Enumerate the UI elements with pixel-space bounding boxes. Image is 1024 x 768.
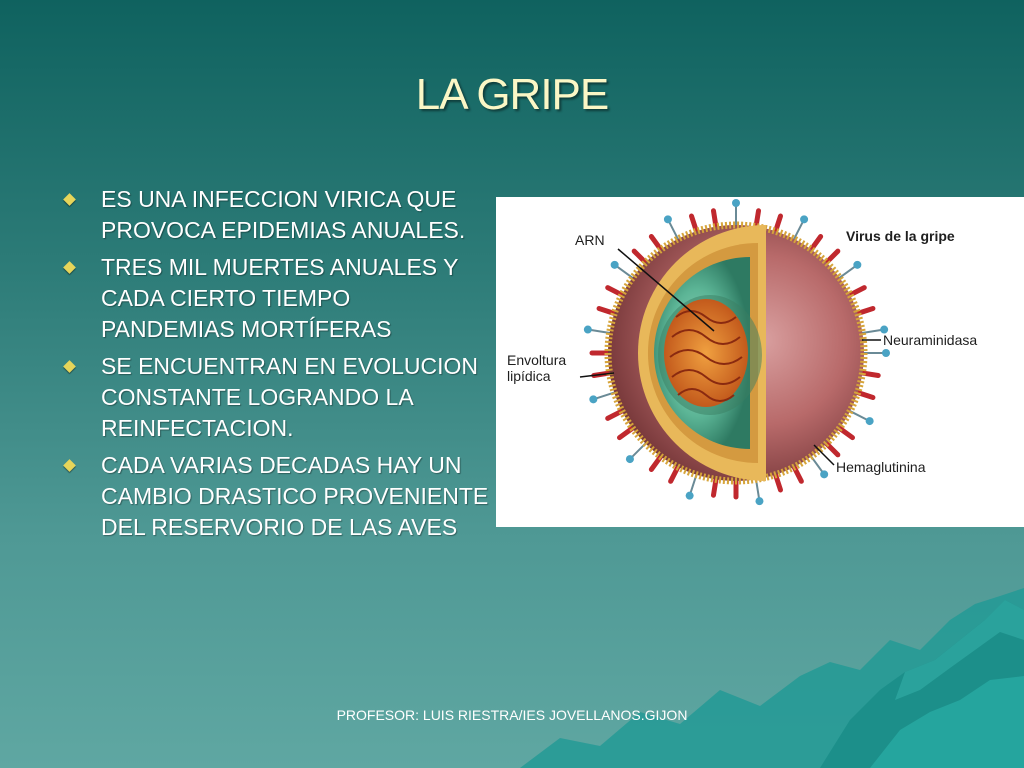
bullet-item — [60, 351, 490, 444]
footer-credit: PROFESOR: LUIS RIESTRA/IES JOVELLANOS.GIJON — [336, 707, 688, 723]
hemagglutinin-spike — [651, 237, 662, 252]
neuraminidase-head — [584, 326, 592, 334]
neuraminidase-head — [820, 470, 828, 478]
hemagglutinin-spike — [825, 251, 838, 264]
neuraminidase-head — [882, 349, 890, 357]
neuraminidase-head — [800, 215, 808, 223]
bullet-item — [60, 252, 490, 345]
slide-title: LA GRIPE — [415, 70, 609, 119]
bullet-text: ES UNA INFECCION VIRICA QUE PROVOCA EPIDEMIAS ANUALES. — [101, 186, 466, 243]
neuraminidase-head — [589, 395, 597, 403]
diamond-bullet-icon — [63, 193, 76, 206]
label-neuraminidasa: Neuraminidasa — [883, 332, 978, 348]
diamond-bullet-icon — [63, 261, 76, 274]
bullet-text: TRES MIL MUERTES ANUALES Y CADA CIERTO TIEMPO PANDEMIAS MORTÍFERAS — [101, 254, 459, 342]
bullet-text: SE ENCUENTRAN EN EVOLUCION CONSTANTE LOGRANDO LA REINFECTACION. — [101, 353, 479, 441]
label-envoltura-lipidica: Envoltura lipídica — [507, 352, 567, 384]
neuraminidase-head — [755, 497, 763, 505]
diamond-bullet-icon — [63, 360, 76, 373]
neuraminidase-head — [611, 261, 619, 269]
bullet-item — [60, 184, 490, 246]
neuraminidase-head — [626, 455, 634, 463]
neuraminidase-head — [732, 199, 740, 207]
hemagglutinin-spike — [810, 237, 821, 252]
neuraminidase-head — [853, 261, 861, 269]
neuraminidase-head — [866, 417, 874, 425]
bullet-text: CADA VARIAS DECADAS HAY UN CAMBIO DRASTICO PROVENIENTE DEL RESERVORIO DE LAS AVES — [101, 452, 489, 540]
neuraminidase-head — [686, 492, 694, 500]
neuraminidase-head — [664, 215, 672, 223]
hemagglutinin-spike — [634, 251, 647, 264]
diamond-bullet-icon — [63, 459, 76, 472]
figure-title: Virus de la gripe — [846, 228, 955, 244]
label-arn: ARN — [575, 232, 605, 248]
label-hemaglutinina: Hemaglutinina — [836, 459, 926, 475]
bullet-item — [60, 450, 490, 543]
influenza-virus-figure — [496, 197, 1024, 527]
bullet-list — [60, 184, 490, 549]
